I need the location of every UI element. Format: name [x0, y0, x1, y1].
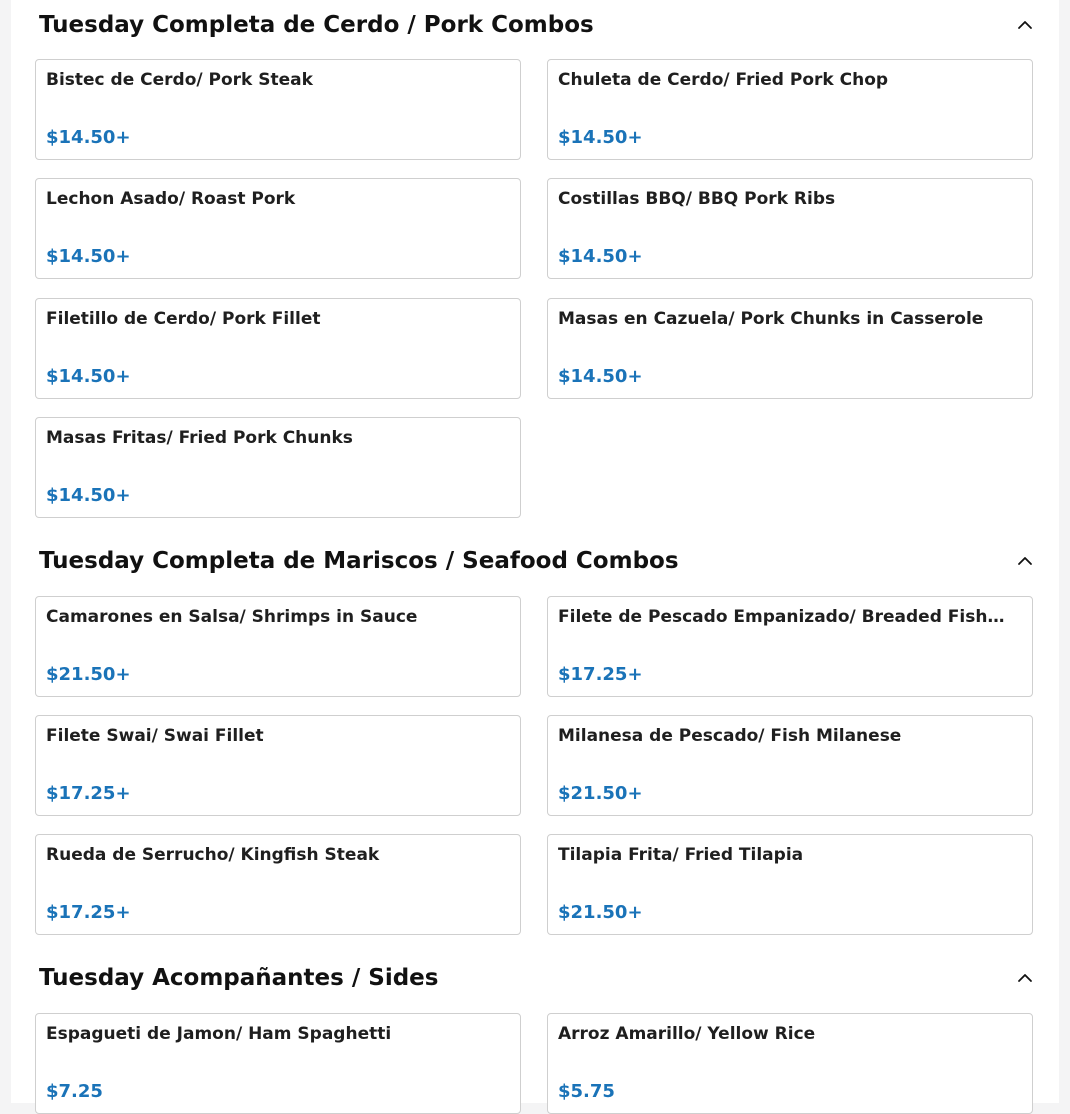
item-price: $17.25+ [46, 783, 131, 804]
collapse-button[interactable] [1015, 551, 1035, 571]
menu-item-card[interactable] [35, 596, 521, 697]
menu-item-card[interactable] [35, 59, 521, 160]
item-price: $14.50+ [558, 127, 643, 148]
menu-item-card[interactable] [547, 298, 1033, 399]
item-name: Milanesa de Pescado/ Fish Milanese [558, 726, 902, 746]
section-title: Tuesday Acompañantes / Sides [39, 965, 439, 991]
item-name: Filetillo de Cerdo/ Pork Fillet [46, 309, 321, 329]
menu-item-card[interactable] [35, 298, 521, 399]
item-price: $17.25+ [46, 902, 131, 923]
item-price: $14.50+ [46, 366, 131, 387]
item-name: Costillas BBQ/ BBQ Pork Ribs [558, 189, 836, 209]
menu-item-card[interactable] [35, 1013, 521, 1114]
item-name: Chuleta de Cerdo/ Fried Pork Chop [558, 70, 889, 90]
item-name: Filete Swai/ Swai Fillet [46, 726, 264, 746]
item-name: Lechon Asado/ Roast Pork [46, 189, 296, 209]
menu-item-card[interactable] [35, 417, 521, 518]
chevron-up-icon [1015, 968, 1035, 988]
collapse-button[interactable] [1015, 968, 1035, 988]
item-price: $14.50+ [46, 127, 131, 148]
item-price: $7.25 [46, 1081, 103, 1102]
item-name: Tilapia Frita/ Fried Tilapia [558, 845, 804, 865]
menu-item-card[interactable] [547, 834, 1033, 935]
item-name: Rueda de Serrucho/ Kingfish Steak [46, 845, 380, 865]
collapse-button[interactable] [1015, 15, 1035, 35]
item-price: $14.50+ [46, 246, 131, 267]
item-name: Camarones en Salsa/ Shrimps in Sauce [46, 607, 418, 627]
item-price: $21.50+ [558, 783, 643, 804]
item-price: $21.50+ [558, 902, 643, 923]
menu-item-card[interactable] [547, 1013, 1033, 1114]
item-name: Arroz Amarillo/ Yellow Rice [558, 1024, 816, 1044]
menu-item-card[interactable] [35, 715, 521, 816]
item-price: $21.50+ [46, 664, 131, 685]
item-price: $17.25+ [558, 664, 643, 685]
menu-item-card[interactable] [547, 596, 1033, 697]
menu-item-card[interactable] [35, 178, 521, 279]
menu-item-card[interactable] [547, 59, 1033, 160]
menu-item-card[interactable] [547, 715, 1033, 816]
section-title: Tuesday Completa de Cerdo / Pork Combos [39, 12, 594, 38]
item-name: Masas Fritas/ Fried Pork Chunks [46, 428, 353, 448]
chevron-up-icon [1015, 15, 1035, 35]
chevron-up-icon [1015, 551, 1035, 571]
menu-item-card[interactable] [35, 834, 521, 935]
menu-page [11, 0, 1059, 1103]
menu-item-card[interactable] [547, 178, 1033, 279]
item-name: Masas en Cazuela/ Pork Chunks in Casserole [558, 309, 984, 329]
item-price: $14.50+ [558, 366, 643, 387]
item-price: $5.75 [558, 1081, 615, 1102]
item-name: Filete de Pescado Empanizado/ Breaded Fish… [558, 607, 1005, 627]
item-name: Bistec de Cerdo/ Pork Steak [46, 70, 313, 90]
item-name: Espagueti de Jamon/ Ham Spaghetti [46, 1024, 392, 1044]
section-title: Tuesday Completa de Mariscos / Seafood Combos [39, 548, 679, 574]
item-price: $14.50+ [558, 246, 643, 267]
item-price: $14.50+ [46, 485, 131, 506]
